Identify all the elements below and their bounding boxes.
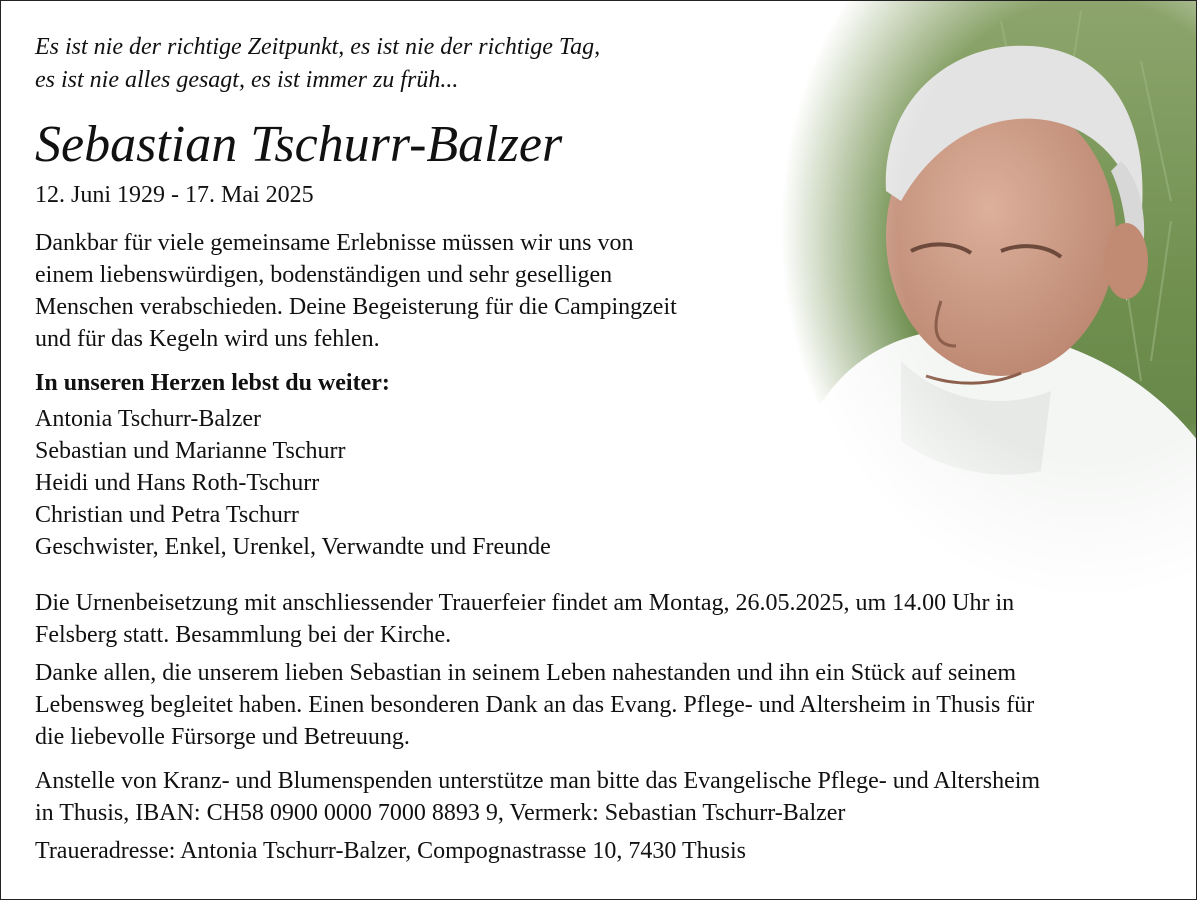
deceased-name: Sebastian Tschurr-Balzer <box>35 116 563 173</box>
funeral-info <box>35 587 1175 651</box>
paragraph-line: Menschen verabschieden. Deine Begeisterung für die Campingzeit <box>35 294 677 320</box>
paragraph-line: die liebevolle Fürsorge und Betreuung. <box>35 724 410 750</box>
mourner-name: Sebastian und Marianne Tschurr <box>35 438 346 464</box>
mourner-name: Antonia Tschurr-Balzer <box>35 406 261 432</box>
portrait-photo <box>701 1 1197 601</box>
life-dates: 12. Juni 1929 - 17. Mai 2025 <box>35 182 314 208</box>
mourner-name: Geschwister, Enkel, Urenkel, Verwandte und Freunde <box>35 534 551 560</box>
paragraph-line: in Thusis, IBAN: CH58 0900 0000 7000 8893 9, Vermerk: Sebastian Tschurr-Balzer <box>35 800 846 826</box>
paragraph-line: Danke allen, die unserem lieben Sebastian in seinem Leben nahestanden und ihn ein Stück auf seinem <box>35 660 1017 686</box>
gratitude-paragraph <box>35 657 1175 753</box>
quote-line: Es ist nie der richtige Zeitpunkt, es ist nie der richtige Tag, <box>35 34 601 60</box>
paragraph-line: und für das Kegeln wird uns fehlen. <box>35 326 380 352</box>
quote-line: es ist nie alles gesagt, es ist immer zu früh... <box>35 67 459 93</box>
paragraph-line: Die Urnenbeisetzung mit anschliessender Trauerfeier findet am Montag, 26.05.2025, um 14.00 Uhr in <box>35 590 1015 616</box>
mourner-name: Christian und Petra Tschurr <box>35 502 299 528</box>
mourner-name: Heidi und Hans Roth-Tschurr <box>35 470 320 496</box>
mourners-heading: In unseren Herzen lebst du weiter: <box>35 370 390 396</box>
paragraph-line: Dankbar für viele gemeinsame Erlebnisse müssen wir uns von <box>35 230 634 256</box>
paragraph-line: einem liebenswürdigen, bodenständigen und sehr geselligen <box>35 262 613 288</box>
donation-info <box>35 765 1175 829</box>
paragraph-line: Anstelle von Kranz- und Blumenspenden unterstütze man bitte das Evangelische Pflege- und Altersheim <box>35 768 1041 794</box>
mourning-address: Traueradresse: Antonia Tschurr-Balzer, Compognastrasse 10, 7430 Thusis <box>35 838 746 864</box>
opening-quote <box>35 31 735 97</box>
paragraph-line: Lebensweg begleitet haben. Einen besonderen Dank an das Evang. Pflege- und Altersheim in Thusis für <box>35 692 1035 718</box>
thanks-paragraph <box>35 227 765 355</box>
paragraph-line: Felsberg statt. Besammlung bei der Kirche. <box>35 622 452 648</box>
mourners-list <box>35 403 551 563</box>
